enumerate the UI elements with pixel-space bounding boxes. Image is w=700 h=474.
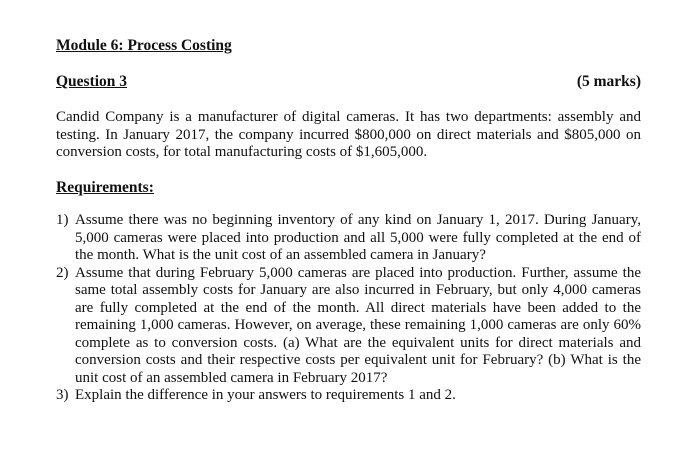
requirement-number: 3)	[56, 387, 69, 403]
requirement-text: Explain the difference in your answers to requirements 1 and 2.	[75, 387, 456, 403]
requirement-number: 2)	[56, 264, 69, 281]
requirement-item-2	[56, 265, 641, 388]
question-marks: (5 marks)	[576, 73, 641, 90]
intro-paragraph: Candid Company is a manufacturer of digital cameras. It has two departments: assembly and testing. In January 2017, the company incurred $800,000 on direct materials and $805,000 on conversion costs, for total manufacturing costs of $1,605,000.	[56, 109, 641, 160]
question-title: Question 3	[56, 73, 128, 90]
requirement-text: Assume that during February 5,000 cameras are placed into production. Further, assume the same total assembly costs for January are also incurred in February, but only 4,000 cameras are fully completed at the end of the month. All direct materials have been added to the remaining 1,000 cameras. However, on average, these remaining 1,000 cameras are only 60% complete as to conversion costs. (a) What are the equivalent units for direct materials and conversion costs and their respective costs per equivalent unit for February? (b) What is the unit cost of an assembled camera in February 2017?	[75, 264, 641, 386]
requirement-item-1	[56, 212, 641, 265]
requirements-heading: Requirements:	[56, 179, 154, 196]
requirements-list	[56, 212, 641, 405]
requirement-item-3	[56, 387, 641, 405]
requirement-text: Assume there was no beginning inventory of any kind on January 1, 2017. During January, 5,000 cameras were placed into production and all 5,000 were fully completed at the end of the month. What is the unit cost of an assembled camera in January?	[75, 212, 641, 263]
requirement-number: 1)	[56, 212, 69, 228]
module-title: Module 6: Process Costing	[56, 37, 232, 54]
